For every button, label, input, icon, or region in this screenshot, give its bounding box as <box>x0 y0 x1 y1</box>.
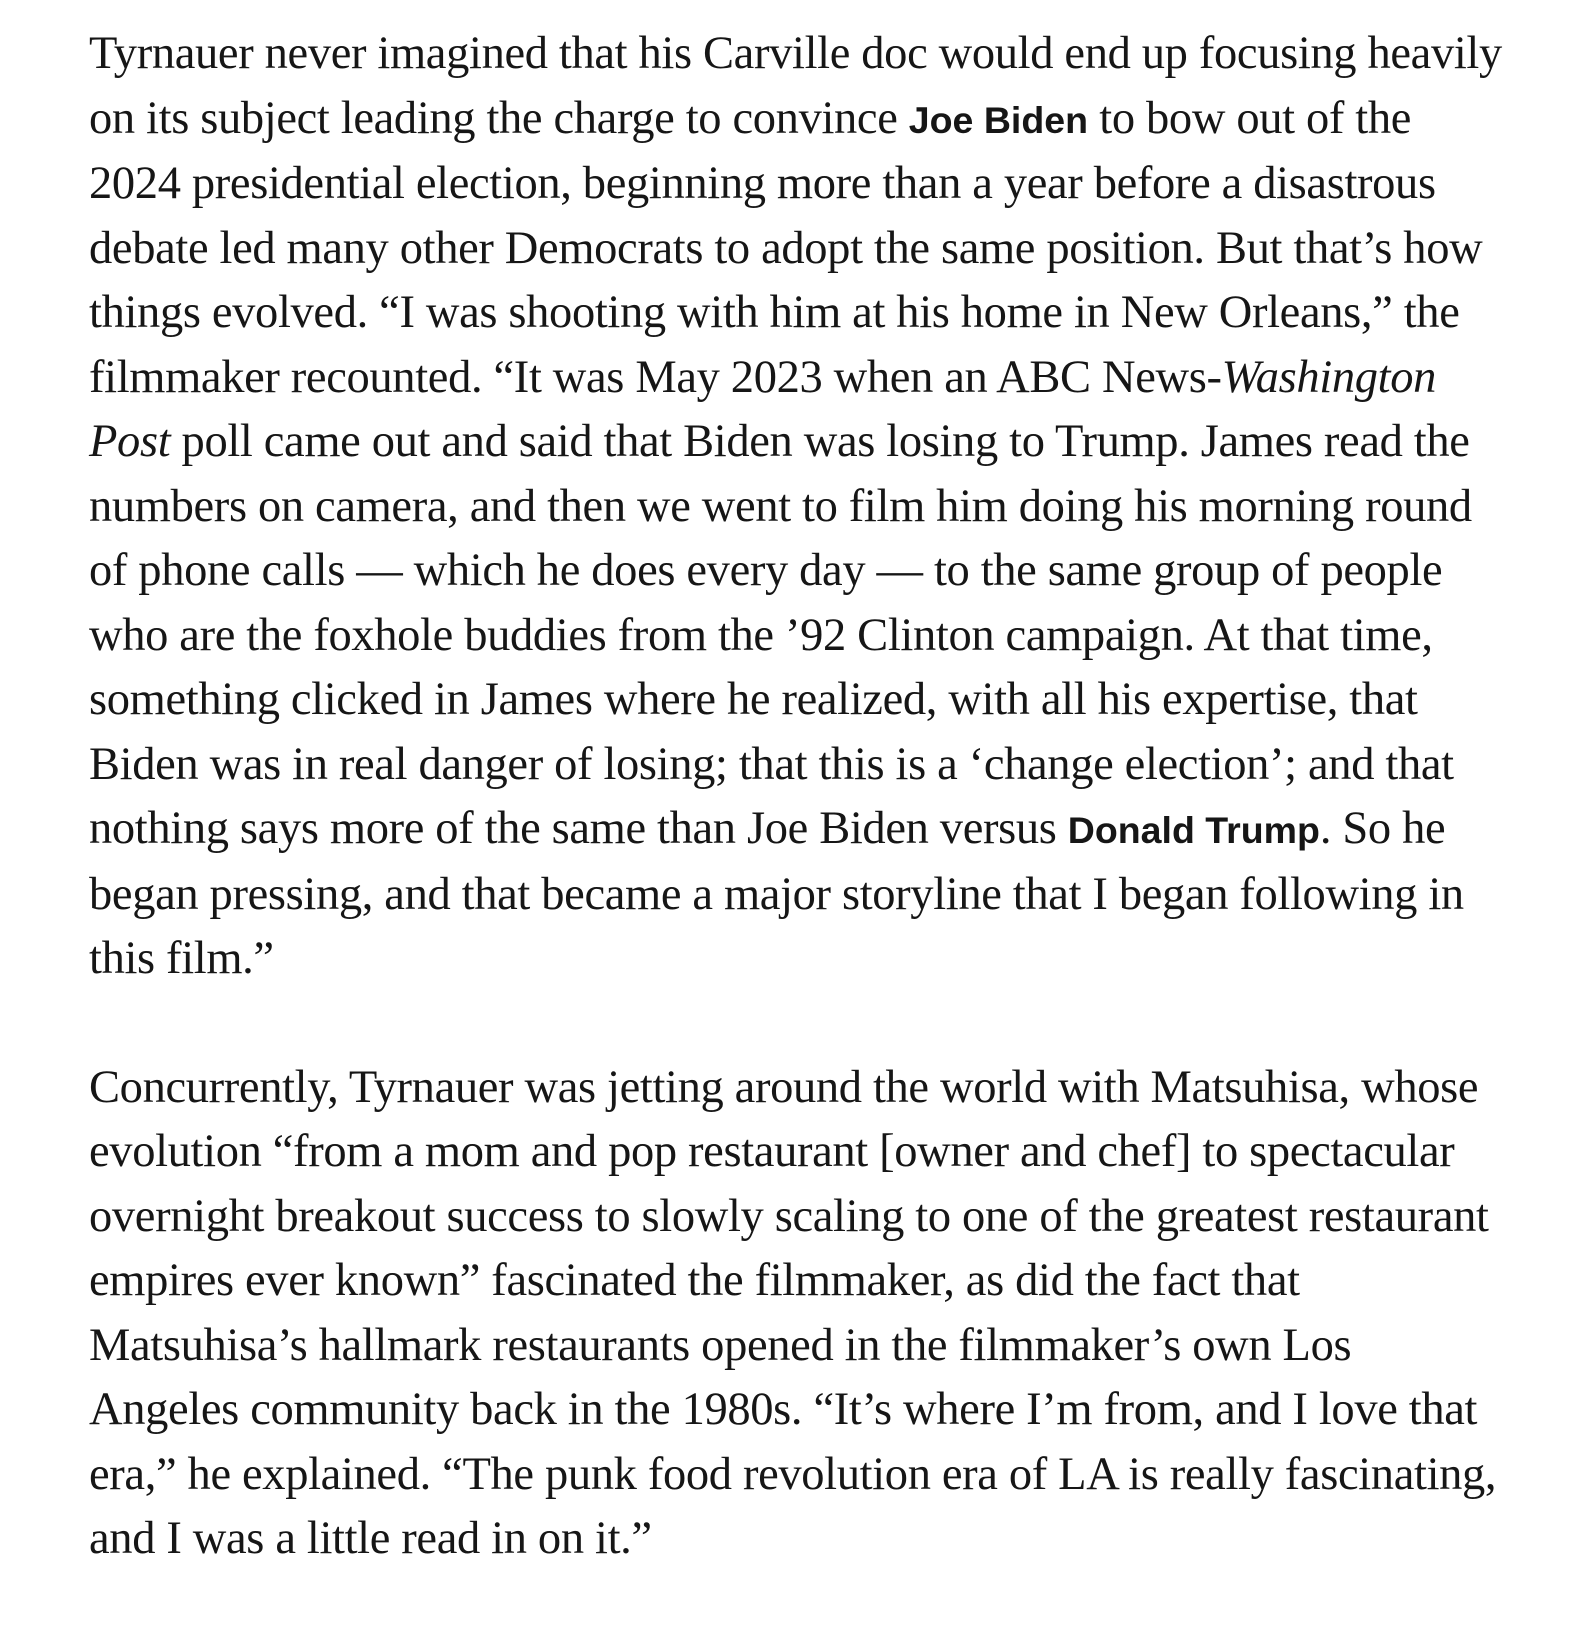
publication-name-washington-post: Washington Post <box>89 351 1437 467</box>
text-span: Concurrently, Tyrnauer was jetting around the world with Matsuhisa, whose evolution “from a mom and pop restaurant [owner and chef] to spectacular overnight breakout success to slowly scaling to one of the greatest restaurant empires ever known” fascinated the filmmaker, as did the fact that Matsuhisa’s hallmark restaurants opened in the filmmaker’s own Los Angeles community back in the 1980s. “It’s where I’m from, and I love that era,” he explained. “The punk food revolution era of LA is really fascinating, and I was a little read in on it.” <box>89 1061 1497 1564</box>
person-link-joe-biden[interactable]: Joe Biden <box>908 98 1089 141</box>
person-link-donald-trump[interactable]: Donald Trump <box>1067 809 1320 851</box>
text-span: Tyrnauer never imagined that his Carville doc would end up focusing heavily on its subject leading the charge to convince <box>89 28 1502 144</box>
text-span: poll came out and said that Biden was losing to Trump. James read the numbers on camera, and then we went to film him doing his morning round of phone calls — which he does every day — to the same group of people who are the foxhole buddies from the ’92 Clinton campaign. At that time, something clicked in James where he realized, with all his expertise, that Biden was in real danger of losing; that this is a ‘change election’; and that nothing says more of the same than Joe Biden versus <box>89 416 1472 854</box>
paragraph-carville-biden <box>89 22 1509 992</box>
paragraph-matsuhisa <box>89 1056 1509 1572</box>
article-body <box>89 22 1509 1572</box>
text-span: . So he began pressing, and that became a major storyline that I began following in this film.” <box>89 803 1464 984</box>
text-span: to bow out of the 2024 presidential election, beginning more than a year before a disastrous debate led many other Democrats to adopt the same position. But that’s how things evolved. “I was shooting with him at his home in New Orleans,” the filmmaker recounted. “It was May 2023 when an ABC News- <box>89 92 1483 403</box>
